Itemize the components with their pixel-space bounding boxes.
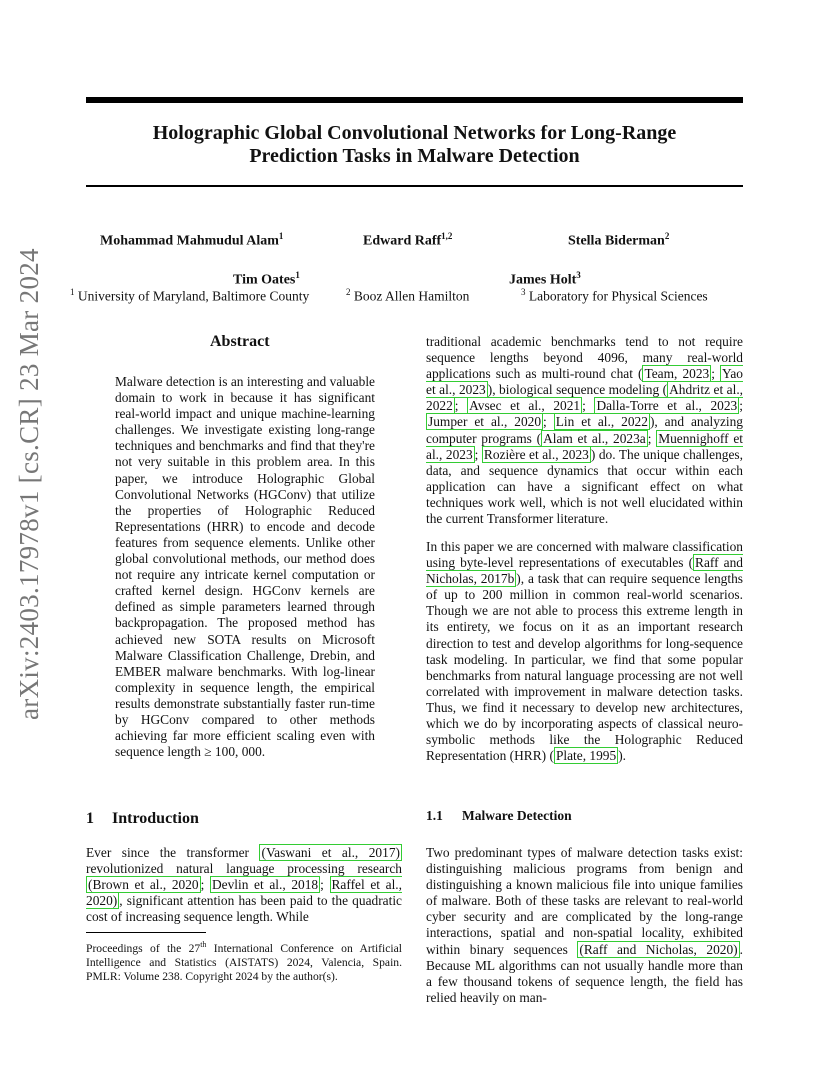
title-line-2: Prediction Tasks in Malware Detection [249, 145, 580, 167]
citation-link[interactable]: Dalla-Torre et al., 2023 [596, 398, 738, 414]
citation-link[interactable]: Team, 2023 [644, 366, 710, 382]
abstract-body [115, 374, 375, 760]
affiliation-umbc: $^1$ University of Maryland, Baltimore County [70, 287, 310, 304]
citation-link[interactable]: Muennighoff et al., 2023 [426, 430, 743, 462]
citation-link[interactable]: Avsec et al., 2021 [469, 398, 581, 414]
right-paragraph-3: Two predominant types of malware detection tasks exist: distinguishing malicious programs from benign and distinguishing a known malicious file into unique families of malware. Both of these tasks are relevant to real-world cyber security and are complicated by the long-range interactions, spatial and non-spatial locality, exhibited within binary sequences (Raff and Nicholas, 2020) . Because ML algorithms can not usually handle more than a few thousand tokens of sequence length, the field has relied heavily on man- [426, 845, 743, 1005]
paper-title [86, 122, 743, 168]
right-paragraph-1: traditional academic benchmarks tend to not require sequence lengths beyond 4096, many real-world applications such as multi-round chat ( Team, 2023 ; Yao et al., 2023 ), biological sequence modeling ( Ahdritz et al., 2022 ; Avsec et al., 2021 ; Dalla-Torre et al., 2023 ; Jumper et al., 2020 ; Lin et al., 2022 ), and analyzing computer programs ( Alam et al., 2023a ; Muennighoff et al., 2023 ; Rozière et al., 2023 ) do. The unique challenges, data, and sequence dynamics that occur within each application can have a significant effect on what techniques work well, which is not well elucidated within the current Transformer literature. [426, 334, 744, 527]
section-introduction-heading: 1 Introduction [86, 810, 199, 827]
author-alam: Mohammad Mahmudul Alam$^1$ [100, 231, 284, 249]
citation-link[interactable]: Ahdritz et al., 2022 [426, 382, 744, 414]
citation-link[interactable]: Yao et al., 2023 [426, 366, 743, 398]
abstract-text: Malware detection is an interesting and valuable domain to work in because it has significant real-world impact and unique machine-learning challenges. We investigate existing long-range techniques and benchmarks and find that they're not very suitable in this problem area. In this paper, we introduce Holographic Global Convolutional Networks (HGConv) that utilize the properties of Holographic Reduced Representations (HRR) to encode and decode features from sequence elements. Unlike other global convolutional methods, our method does not require any intricate kernel computation or crafted kernel design. HGConv kernels are defined as simple parameters learned through backpropagation. The proposed method has achieved new SOTA results on Microsoft Malware Classification Challenge, Drebin, and EMBER malware benchmarks. With log-linear complexity in sequence length, the empirical results demonstrate substantially faster run-time by HGConv compared to other methods achieving far more efficient scaling even with sequence length ≥ 100, 000. [115, 374, 375, 760]
title-bottom-rule [86, 185, 743, 187]
citation-link[interactable]: Raffel et al., 2020) [86, 877, 403, 909]
citation-link[interactable]: Lin et al., 2022 [555, 414, 648, 430]
affiliation-booz-allen: $^2$ Booz Allen Hamilton [346, 287, 470, 304]
title-line-1: Holographic Global Convolutional Networks for Long-Range [152, 122, 677, 144]
footnote-rule [86, 932, 206, 933]
affiliation-lps: $^3$ Laboratory for Physical Sciences [521, 287, 708, 304]
citation-link[interactable]: Raff and Nicholas, 2017b [426, 555, 744, 587]
citation-link[interactable]: Jumper et al., 2020 [428, 414, 542, 430]
title-top-rule [86, 97, 743, 103]
abstract-heading: Abstract [210, 333, 270, 350]
proceedings-footnote: Proceedings of the 27th International Conference on Artificial Intelligence and Statistics (AISTATS) 2024, Valencia, Spain. PMLR: Volume 238. Copyright 2024 by the author(s). [86, 940, 402, 984]
citation-link[interactable]: (Brown et al., 2020 [88, 877, 199, 893]
citation-link[interactable]: (Vaswani et al., 2017) [261, 845, 400, 860]
author-holt: James Holt$^3$ [509, 270, 581, 288]
arxiv-identifier: arXiv:2403.17978v1 [cs.CR] 23 Mar 2024 [14, 248, 44, 720]
citation-link[interactable]: (Raff and Nicholas, 2020) [579, 941, 738, 957]
citation-link[interactable]: Rozière et al., 2023 [483, 446, 589, 462]
subsection-malware-detection-heading: 1.1 Malware Detection [426, 808, 572, 823]
intro-paragraph: Ever since the transformer (Vaswani et al., 2017) revolutionized natural language processing research (Brown et al., 2020 ; Devlin et al., 2018 ; Raffel et al., 2020) , significant attention has been paid to the quadratic cost of increasing sequence length. While [86, 845, 403, 925]
author-biderman: Stella Biderman$^2$ [568, 231, 670, 249]
citation-link[interactable]: Alam et al., 2023a [543, 430, 646, 446]
citation-link[interactable]: Plate, 1995 [555, 748, 617, 764]
author-raff: Edward Raff$^{1,2}$ [363, 231, 453, 249]
right-paragraph-2: In this paper we are concerned with malware classification using byte-level representations of executables ( Raff and Nicholas, 2017b ), a task that can require sequence lengths of up to 200 million in common real-world scenarios. Though we are not able to process this extreme length in its entirety, we focus on it as an important research direction to test and develop algorithms for long-sequence task modeling. In particular, we find that some popular benchmarks from natural language processing are not well correlated with improvement in malware detection tasks. Thus, we find it necessary to develop new architectures, which we do by incorporating aspects of classical neuro-symbolic methods like the Holographic Reduced Representation (HRR) ( Plate, 1995 ). [426, 539, 744, 764]
citation-link[interactable]: Devlin et al., 2018 [211, 877, 319, 893]
author-oates: Tim Oates$^1$ [233, 270, 300, 288]
